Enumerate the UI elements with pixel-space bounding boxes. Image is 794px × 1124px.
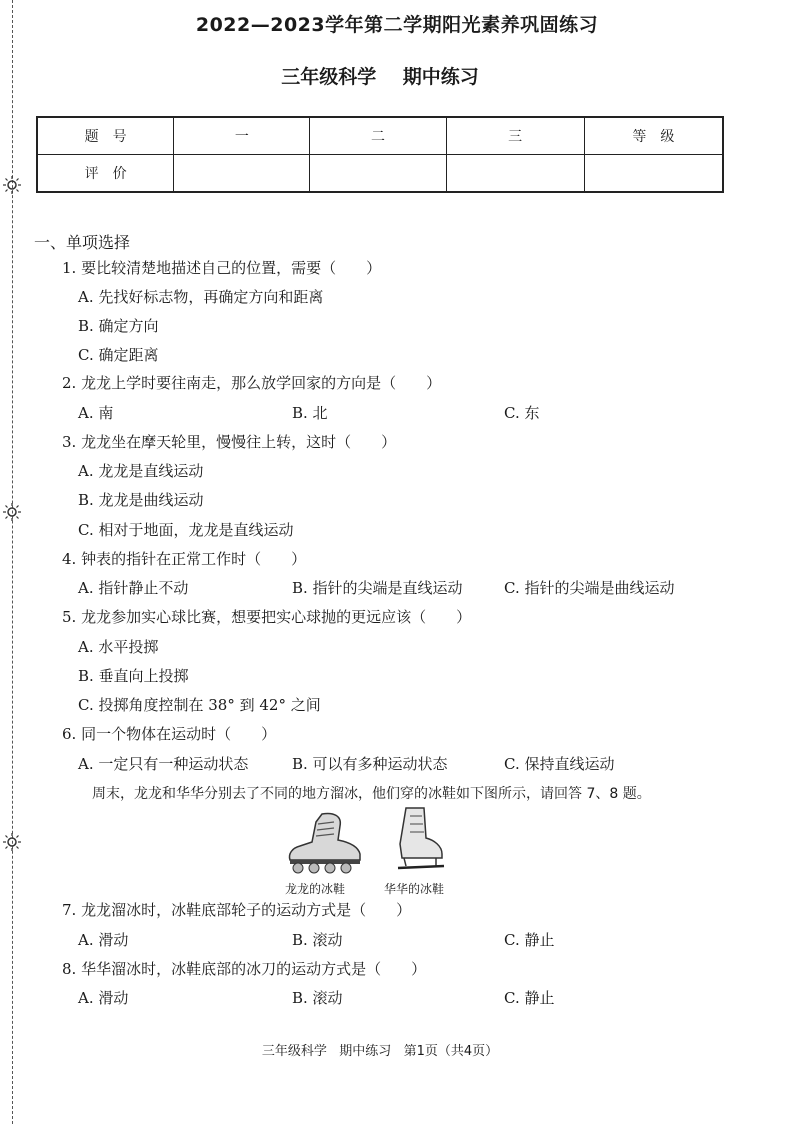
table-cell[interactable]: [174, 155, 310, 193]
question-option[interactable]: A. 水平投掷: [78, 638, 159, 656]
question-option[interactable]: A. 指针静止不动: [78, 579, 189, 597]
table-cell: 一: [174, 117, 310, 155]
binding-hole-icon: [3, 503, 21, 521]
table-row: [37, 117, 723, 155]
question-option[interactable]: B. 垂直向上投掷: [78, 667, 189, 685]
ice-skate-icon: [396, 804, 446, 874]
question-option[interactable]: B. 指针的尖端是直线运动: [292, 579, 463, 597]
question-option[interactable]: C. 确定距离: [78, 346, 159, 364]
table-row: [37, 155, 723, 193]
question-stem: 5. 龙龙参加实心球比赛，想要把实心球抛的更远应该（ ）: [62, 608, 472, 626]
question-stem: 3. 龙龙坐在摩天轮里，慢慢往上转，这时（ ）: [62, 433, 397, 451]
question-option[interactable]: C. 东: [504, 404, 540, 422]
question-option[interactable]: A. 滑动: [78, 931, 129, 949]
question-stem: 2. 龙龙上学时要往南走，那么放学回家的方向是（ ）: [62, 374, 442, 392]
page-title: 2022—2023学年第二学期阳光素养巩固练习: [195, 14, 599, 36]
score-table: [36, 116, 724, 193]
question-option[interactable]: C. 静止: [504, 989, 555, 1007]
question-option[interactable]: A. 先找好标志物，再确定方向和距离: [78, 288, 324, 306]
binding-line: [12, 0, 13, 1124]
question-option[interactable]: B. 滚动: [292, 989, 343, 1007]
table-cell: 等 级: [584, 117, 723, 155]
question-stem: 7. 龙龙溜冰时，冰鞋底部轮子的运动方式是（ ）: [62, 901, 412, 919]
question-option[interactable]: C. 静止: [504, 931, 555, 949]
question-option[interactable]: A. 滑动: [78, 989, 129, 1007]
table-cell[interactable]: [310, 155, 446, 193]
question-option[interactable]: C. 相对于地面，龙龙是直线运动: [78, 521, 294, 539]
question-option[interactable]: C. 指针的尖端是曲线运动: [504, 579, 675, 597]
question-option[interactable]: C. 投掷角度控制在 38° 到 42° 之间: [78, 696, 321, 714]
figure-caption-left: 龙龙的冰鞋: [285, 882, 346, 896]
question-option[interactable]: B. 确定方向: [78, 317, 159, 335]
question-stem: 4. 钟表的指针在正常工作时（ ）: [62, 550, 307, 568]
figure-caption-right: 华华的冰鞋: [384, 882, 445, 896]
question-stem: 8. 华华溜冰时，冰鞋底部的冰刀的运动方式是（ ）: [62, 960, 427, 978]
question-option[interactable]: B. 龙龙是曲线运动: [78, 491, 204, 509]
roller-skate-icon: [282, 810, 364, 874]
section-heading: 一、单项选择: [34, 233, 131, 252]
page-footer: 三年级科学 期中练习 第1页（共4页）: [261, 1044, 499, 1059]
question-stem: 6. 同一个物体在运动时（ ）: [62, 725, 277, 743]
table-cell: 二: [310, 117, 446, 155]
question-option[interactable]: A. 一定只有一种运动状态: [78, 755, 249, 773]
binding-hole-icon: [3, 833, 21, 851]
question-stem: 1. 要比较清楚地描述自己的位置，需要（ ）: [62, 259, 382, 277]
binding-hole-icon: [3, 176, 21, 194]
question-option[interactable]: B. 滚动: [292, 931, 343, 949]
question-option[interactable]: A. 南: [78, 404, 114, 422]
question-option[interactable]: B. 北: [292, 404, 328, 422]
question-option[interactable]: A. 龙龙是直线运动: [78, 462, 204, 480]
table-cell: 三: [446, 117, 584, 155]
table-cell[interactable]: [446, 155, 584, 193]
question-option[interactable]: B. 可以有多种运动状态: [292, 755, 448, 773]
context-note: 周末，龙龙和华华分别去了不同的地方溜冰，他们穿的冰鞋如下图所示，请回答 7、8 题。: [92, 786, 651, 802]
table-cell: 评 价: [37, 155, 174, 193]
page-subtitle: 三年级科学 期中练习: [281, 66, 479, 88]
table-cell[interactable]: [584, 155, 723, 193]
table-cell: 题 号: [37, 117, 174, 155]
question-option[interactable]: C. 保持直线运动: [504, 755, 615, 773]
